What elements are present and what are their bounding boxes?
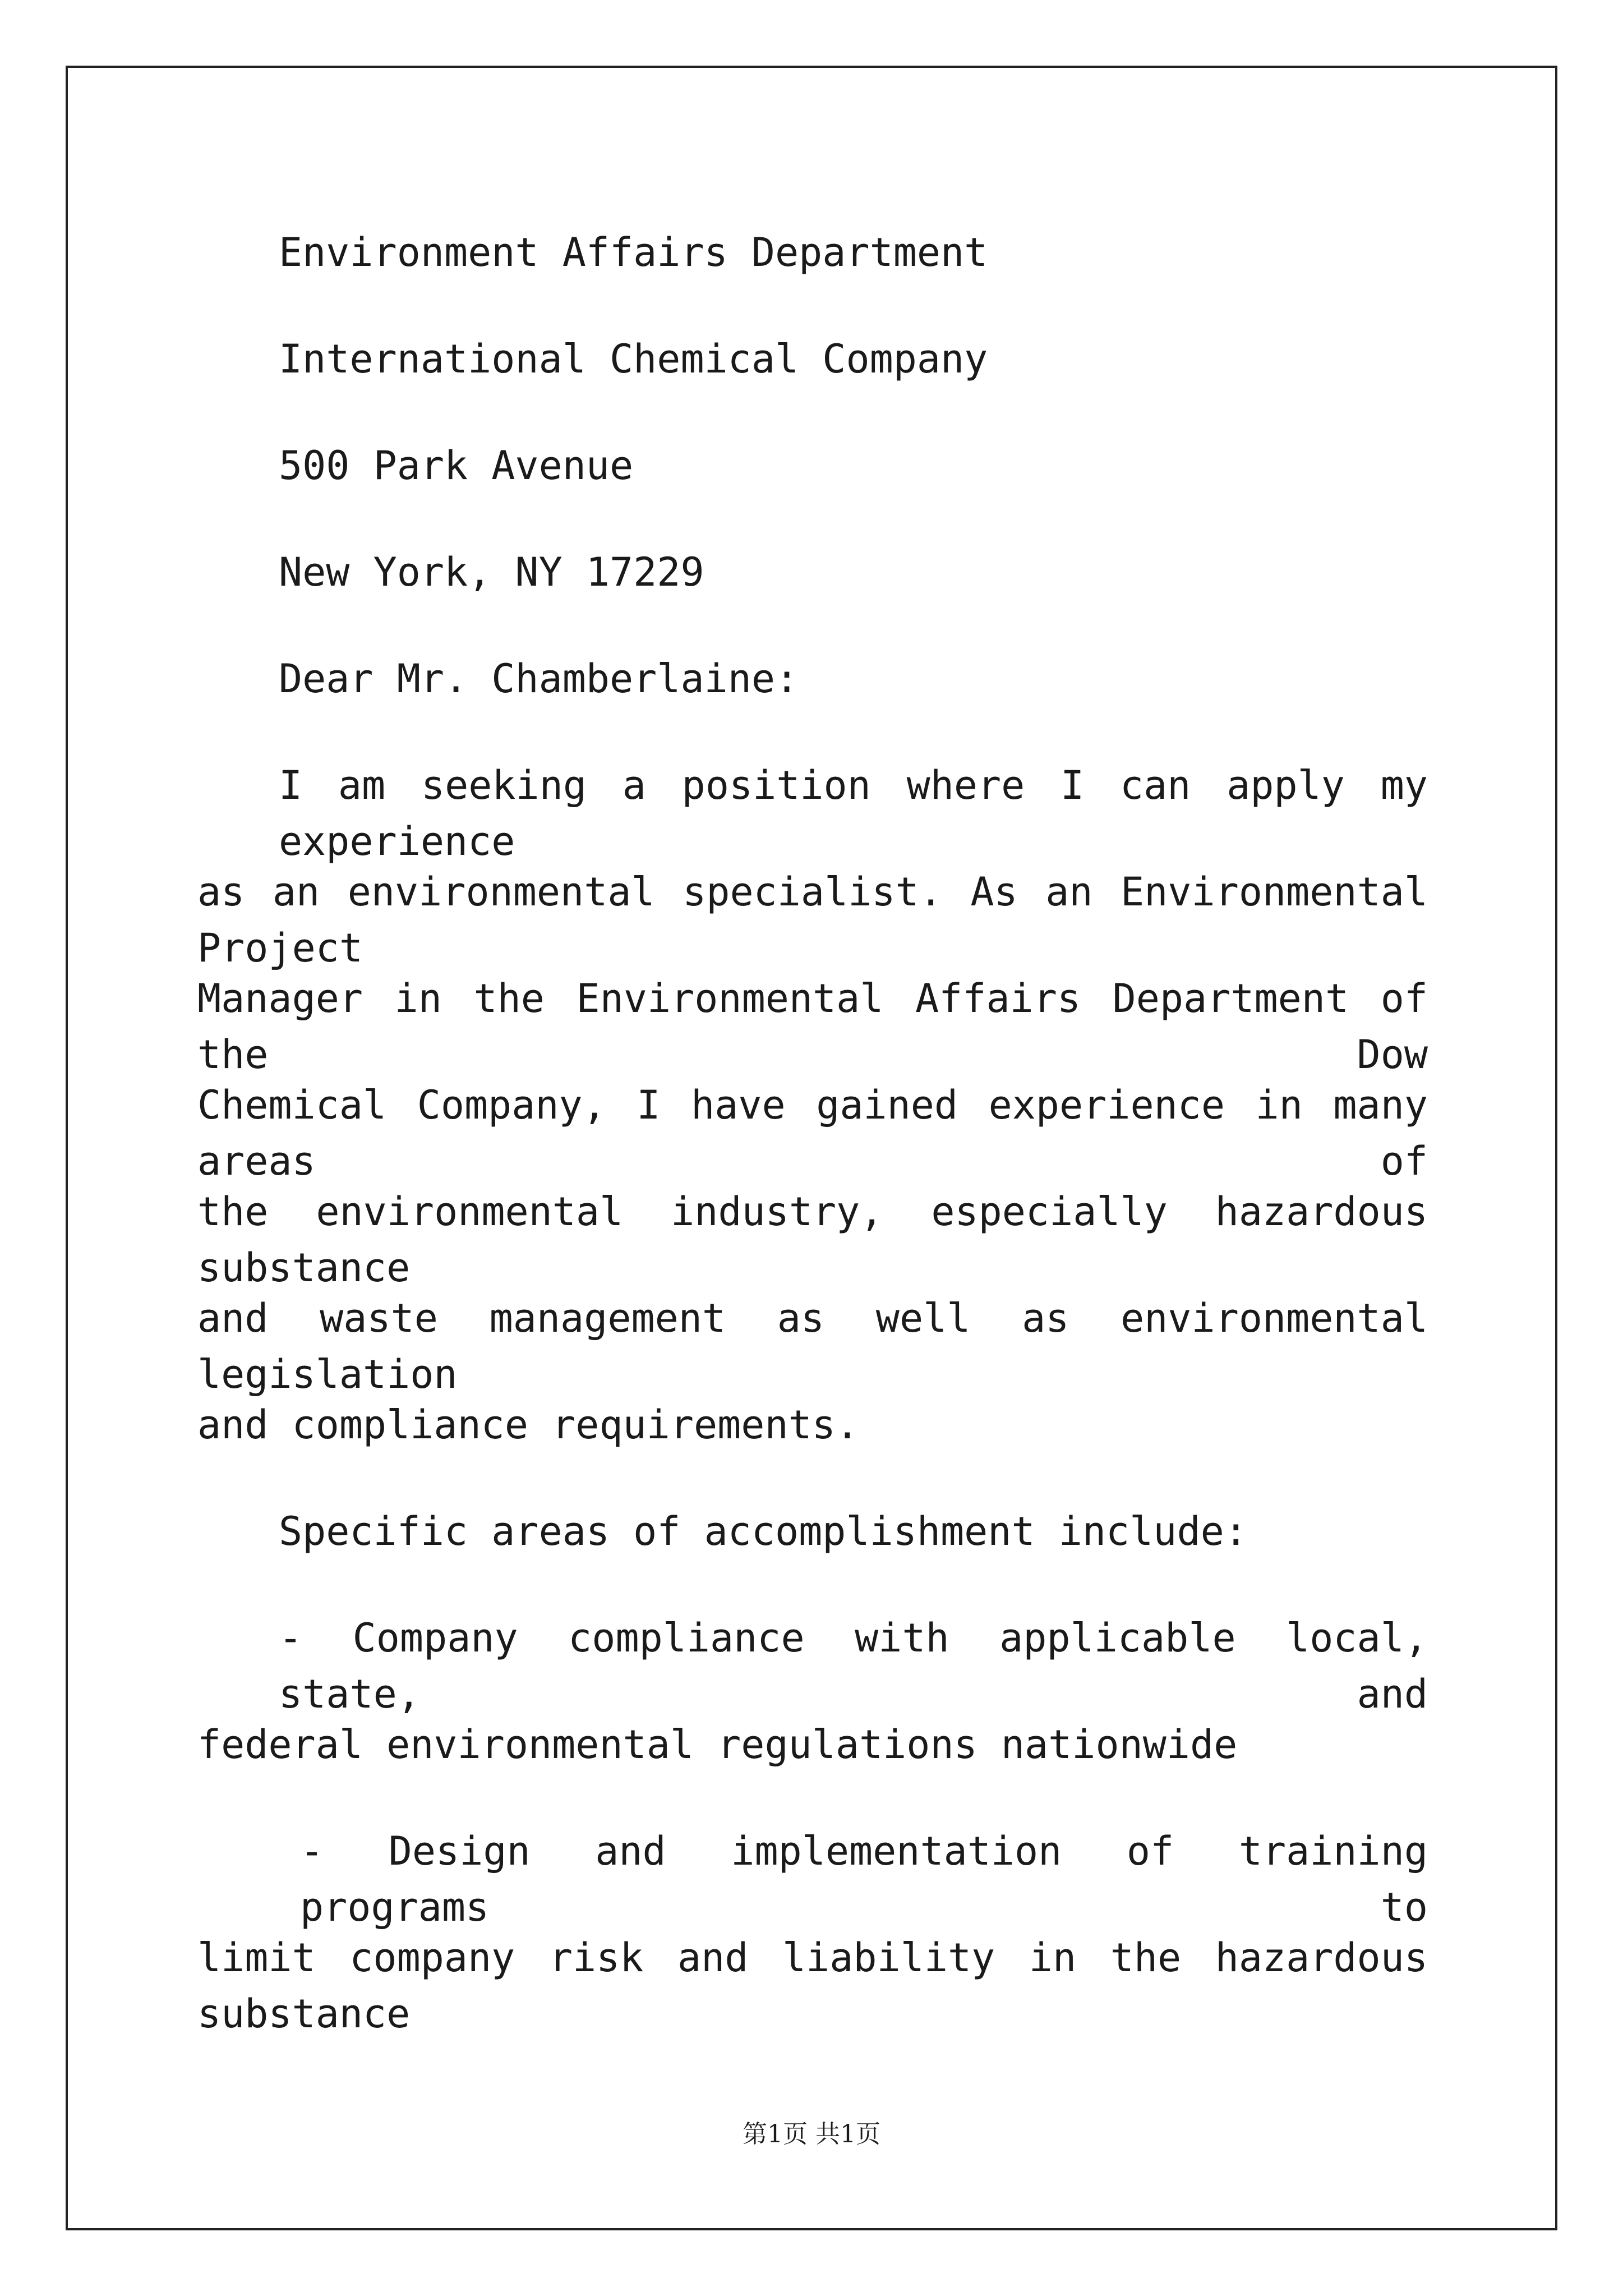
address-line-city: New York, NY 17229 [279,549,704,595]
bullet1-line2: federal environmental regulations nationwide [197,1722,1238,1768]
page-footer: 第1页 共1页 [743,2120,880,2148]
paragraph1-line3: Manager in the Environmental Affairs Department of the Dow [197,976,1428,1078]
paragraph1-line5: the environmental industry, especially hazardous substance [197,1189,1428,1291]
paragraph1-line6: and waste management as well as environmental legislation [197,1295,1428,1397]
paragraph1-line2: as an environmental specialist. As an Environmental Project [197,869,1428,971]
bullet1-line1: - Company compliance with applicable local, state, and [279,1615,1428,1717]
salutation: Dear Mr. Chamberlaine: [279,656,799,702]
paragraph1-line7: and compliance requirements. [197,1402,860,1448]
bullet2-line1: - Design and implementation of training programs to [300,1828,1428,1930]
address-line-department: Environment Affairs Department [279,229,988,275]
accomplishments-intro: Specific areas of accomplishment include: [279,1508,1248,1554]
address-line-street: 500 Park Avenue [279,443,634,489]
paragraph1-line1: I am seeking a position where I can apply my experience [279,762,1428,864]
address-line-company: International Chemical Company [279,336,988,382]
paragraph1-line4: Chemical Company, I have gained experience in many areas of [197,1082,1428,1184]
bullet2-line2: limit company risk and liability in the hazardous substance [197,1935,1428,2037]
